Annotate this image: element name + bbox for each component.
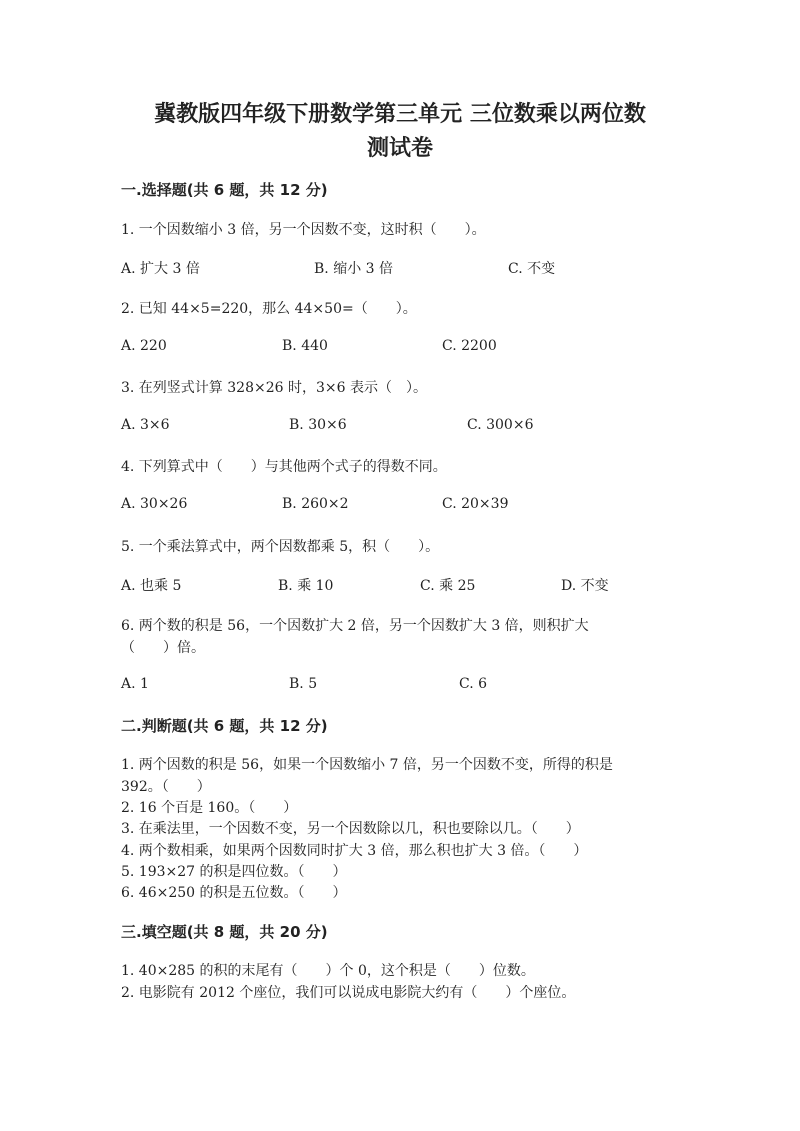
judgment-line-2: 392。（ ）: [121, 779, 211, 795]
judgment-line-4: 3. 在乘法里，一个因数不变，另一个因数除以几，积也要除以几。（ ）: [121, 821, 580, 837]
question-5-option-c: C. 乘 25: [420, 578, 476, 594]
question-2-option-b: B. 440: [282, 338, 328, 354]
judgment-line-6: 5. 193×27 的积是四位数。（ ）: [121, 864, 347, 880]
fill-in-line-1: 1. 40×285 的积的末尾有（ ）个 0，这个积是（ ）位数。: [121, 963, 535, 979]
question-1-option-a: A. 扩大 3 倍: [121, 261, 200, 277]
fill-in-line-2: 2. 电影院有 2012 个座位，我们可以说成电影院大约有（ ）个座位。: [121, 985, 576, 1001]
section-heading-choice: 一.选择题(共 6 题，共 12 分): [121, 181, 328, 199]
question-5-option-d: D. 不变: [561, 578, 609, 594]
question-5-stem: 5. 一个乘法算式中，两个因数都乘 5，积（ ）。: [121, 539, 440, 555]
question-5-option-b: B. 乘 10: [278, 578, 334, 594]
question-2-stem: 2. 已知 44×5=220，那么 44×50=（ ）。: [121, 301, 417, 317]
question-6-stem: 6. 两个数的积是 56，一个因数扩大 2 倍，另一个因数扩大 3 倍，则积扩大: [121, 618, 589, 634]
question-1-stem: 1. 一个因数缩小 3 倍，另一个因数不变，这时积（ ）。: [121, 222, 486, 238]
question-6-stem-continued: （ ）倍。: [121, 640, 205, 656]
question-3-option-b: B. 30×6: [289, 417, 347, 433]
question-1-option-b: B. 缩小 3 倍: [314, 261, 393, 277]
question-1-option-c: C. 不变: [508, 261, 556, 277]
question-4-option-b: B. 260×2: [282, 496, 349, 512]
exam-title-line1: 冀教版四年级下册数学第三单元 三位数乘以两位数: [154, 102, 646, 127]
judgment-line-5: 4. 两个数相乘，如果两个因数同时扩大 3 倍，那么积也扩大 3 倍。（ ）: [121, 843, 588, 859]
question-6-option-b: B. 5: [289, 676, 318, 692]
judgment-line-7: 6. 46×250 的积是五位数。（ ）: [121, 885, 347, 901]
judgment-line-3: 2. 16 个百是 160。（ ）: [121, 800, 298, 816]
question-2-option-c: C. 2200: [442, 338, 497, 354]
question-6-option-a: A. 1: [121, 676, 149, 692]
section-heading-judgment: 二.判断题(共 6 题，共 12 分): [121, 717, 328, 735]
exam-title-line2: 测试卷: [366, 136, 433, 161]
judgment-line-1: 1. 两个因数的积是 56，如果一个因数缩小 7 倍，另一个因数不变，所得的积是: [121, 757, 613, 773]
section-heading-fill-in: 三.填空题(共 8 题，共 20 分): [121, 923, 328, 941]
question-3-option-a: A. 3×6: [121, 417, 170, 433]
question-4-option-c: C. 20×39: [442, 496, 509, 512]
question-4-option-a: A. 30×26: [121, 496, 188, 512]
question-3-stem: 3. 在列竖式计算 328×26 时，3×6 表示（ ）。: [121, 380, 427, 396]
question-3-option-c: C. 300×6: [467, 417, 534, 433]
question-5-option-a: A. 也乘 5: [121, 578, 182, 594]
question-2-option-a: A. 220: [121, 338, 167, 354]
question-6-option-c: C. 6: [459, 676, 488, 692]
question-4-stem: 4. 下列算式中（ ）与其他两个式子的得数不同。: [121, 459, 447, 475]
